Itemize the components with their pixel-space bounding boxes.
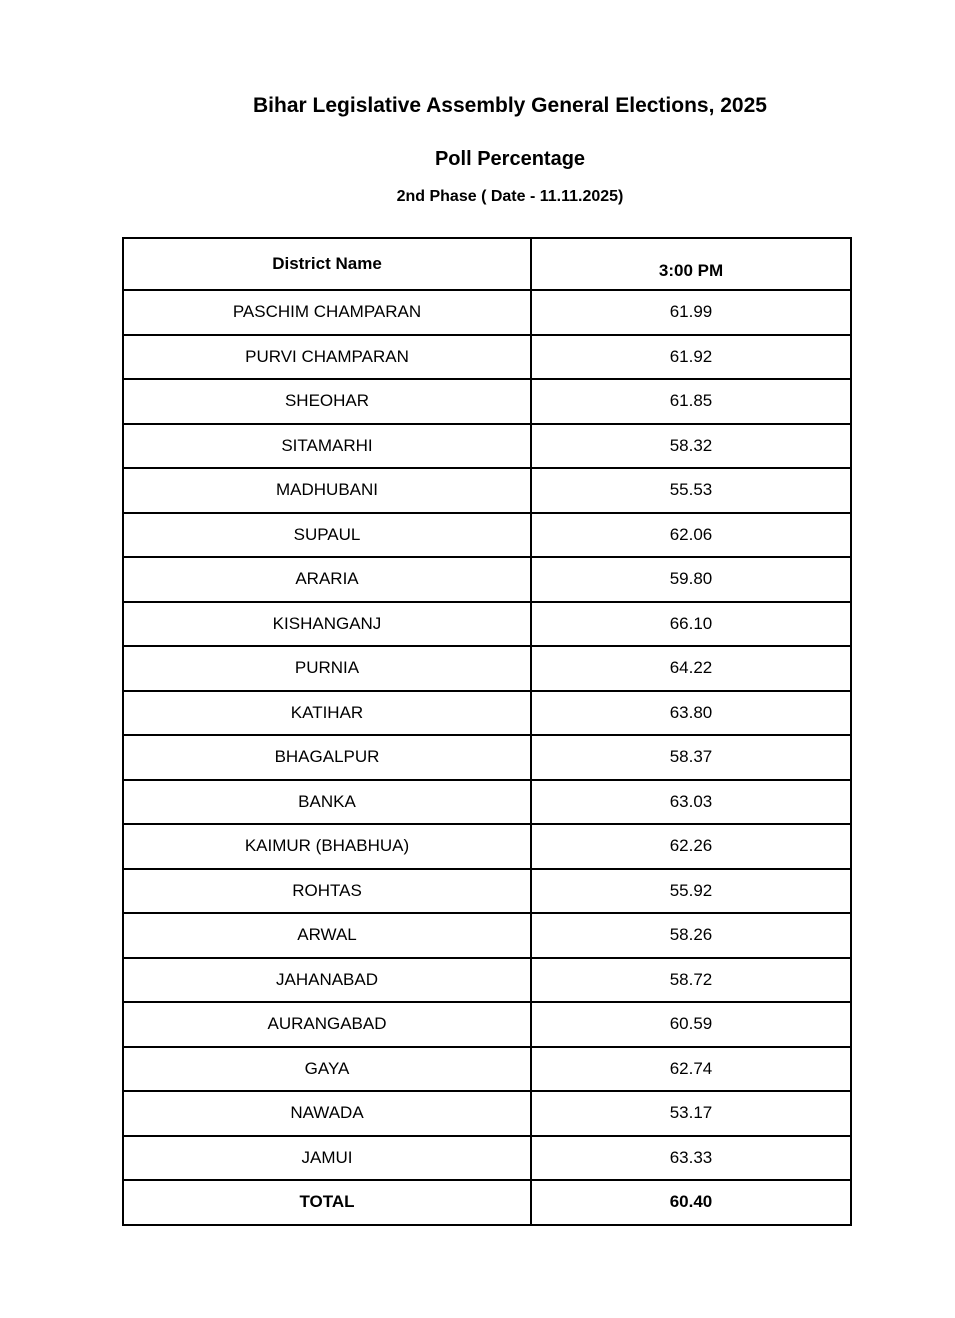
table-row: [123, 513, 851, 558]
table-row: [123, 646, 851, 691]
district-name-cell: AURANGABAD: [123, 1002, 531, 1047]
table-body: [123, 290, 851, 1225]
poll-percentage-cell: 60.40: [531, 1180, 851, 1225]
district-name-cell: SITAMARHI: [123, 424, 531, 469]
district-name-cell: MADHUBANI: [123, 468, 531, 513]
table-row: [123, 1136, 851, 1181]
table-row: [123, 557, 851, 602]
column-header-time: 3:00 PM: [531, 238, 851, 290]
district-name-cell: SUPAUL: [123, 513, 531, 558]
poll-percentage-cell: 61.85: [531, 379, 851, 424]
district-name-cell: GAYA: [123, 1047, 531, 1092]
poll-percentage-cell: 55.53: [531, 468, 851, 513]
document-subtitle: Poll Percentage: [434, 148, 586, 170]
table-row: [123, 735, 851, 780]
poll-percentage-cell: 62.74: [531, 1047, 851, 1092]
table-total-row: [123, 1180, 851, 1225]
table-row: [123, 335, 851, 380]
district-name-cell: SHEOHAR: [123, 379, 531, 424]
table-row: [123, 1002, 851, 1047]
column-header-district-name: District Name: [123, 238, 531, 290]
district-name-cell: ARWAL: [123, 913, 531, 958]
poll-percentage-cell: 60.59: [531, 1002, 851, 1047]
table-row: [123, 602, 851, 647]
poll-percentage-cell: 62.26: [531, 824, 851, 869]
table-row: [123, 424, 851, 469]
poll-percentage-cell: 64.22: [531, 646, 851, 691]
district-name-cell: PURNIA: [123, 646, 531, 691]
district-name-cell: KATIHAR: [123, 691, 531, 736]
table-row: [123, 1091, 851, 1136]
poll-percentage-cell: 58.72: [531, 958, 851, 1003]
table-row: [123, 290, 851, 335]
district-name-cell: KAIMUR (BHABHUA): [123, 824, 531, 869]
table-row: [123, 1047, 851, 1092]
district-name-cell: JAHANABAD: [123, 958, 531, 1003]
poll-percentage-cell: 59.80: [531, 557, 851, 602]
district-name-cell: KISHANGANJ: [123, 602, 531, 647]
district-name-cell: NAWADA: [123, 1091, 531, 1136]
table-row: [123, 468, 851, 513]
poll-percentage-cell: 63.33: [531, 1136, 851, 1181]
poll-percentage-cell: 53.17: [531, 1091, 851, 1136]
table-row: [123, 913, 851, 958]
poll-percentage-cell: 63.80: [531, 691, 851, 736]
poll-percentage-table: [122, 237, 852, 1226]
poll-percentage-cell: 58.37: [531, 735, 851, 780]
poll-percentage-cell: 58.32: [531, 424, 851, 469]
table-row: [123, 379, 851, 424]
district-name-cell: ARARIA: [123, 557, 531, 602]
district-name-cell: PASCHIM CHAMPARAN: [123, 290, 531, 335]
district-name-cell: BANKA: [123, 780, 531, 825]
poll-percentage-cell: 61.92: [531, 335, 851, 380]
document-title: Bihar Legislative Assembly General Elections, 2025: [253, 94, 767, 117]
district-name-cell: BHAGALPUR: [123, 735, 531, 780]
table-row: [123, 824, 851, 869]
table-row: [123, 691, 851, 736]
district-name-cell: ROHTAS: [123, 869, 531, 914]
table-row: [123, 780, 851, 825]
poll-percentage-cell: 66.10: [531, 602, 851, 647]
phase-date-line: 2nd Phase ( Date - 11.11.2025): [396, 188, 624, 205]
poll-percentage-cell: 62.06: [531, 513, 851, 558]
district-name-cell: JAMUI: [123, 1136, 531, 1181]
poll-percentage-cell: 58.26: [531, 913, 851, 958]
district-name-cell: PURVI CHAMPARAN: [123, 335, 531, 380]
district-name-cell: TOTAL: [123, 1180, 531, 1225]
table-header-row: [123, 238, 851, 290]
table-row: [123, 869, 851, 914]
poll-percentage-cell: 63.03: [531, 780, 851, 825]
table-row: [123, 958, 851, 1003]
poll-percentage-cell: 61.99: [531, 290, 851, 335]
poll-percentage-cell: 55.92: [531, 869, 851, 914]
